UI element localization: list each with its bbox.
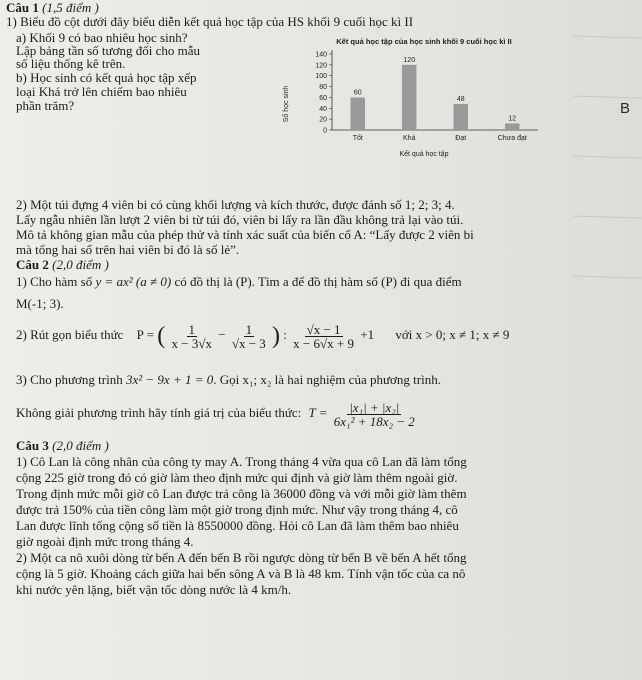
chart-bar	[454, 104, 468, 130]
q1-points: (1,5 điểm )	[42, 0, 99, 15]
chart-y-tick-label: 80	[319, 84, 327, 92]
q2-p2-f2-num: 1	[245, 321, 253, 337]
q1-a-line1: a) Khối 9 có bao nhiêu học sinh?	[16, 30, 188, 45]
q2-p1-function: y = ax² (a ≠ 0)	[95, 274, 172, 289]
q3-title: Câu 3	[16, 438, 49, 453]
q1-part2-line2: Lấy ngẫu nhiên lần lượt 2 viên bi từ túi đó, viên bi lấy ra lần đầu không trả lại vào túi.	[16, 212, 464, 227]
chart-data-label: 12	[508, 115, 517, 123]
q2-p1-text-a: 1) Cho hàm số	[16, 274, 93, 289]
q2-p2-f3-den: x − 6√x + 9	[293, 335, 354, 351]
q2-p2-colon: :	[283, 327, 287, 342]
q2-part3	[16, 372, 441, 387]
q2-p2-condition: với x > 0; x ≠ 1; x ≠ 9	[395, 327, 510, 342]
bar-chart	[276, 36, 546, 176]
chart-data-label: 120	[403, 56, 416, 64]
margin-note: B	[620, 100, 631, 117]
q1-b-line1: b) Học sinh có kết quả học tập xếp	[16, 70, 197, 85]
q1-part1-intro: 1) Biểu đồ cột dưới đây biểu diễn kết quả học tập của HS khối 9 cuối học kì II	[6, 14, 414, 29]
chart-bar	[505, 123, 519, 130]
chart-data-label: 60	[353, 89, 362, 97]
q3-line2: cộng 225 giờ trong đó có giờ làm theo định mức qui định và giờ làm thêm ngoài giờ.	[16, 470, 458, 485]
q2-p3-equation: 3x² − 9x + 1 = 0	[125, 372, 214, 387]
q2-p3-text-a: 3) Cho phương trình	[16, 372, 123, 387]
q2-title: Câu 2	[16, 257, 49, 272]
notebook-edge-lines	[572, 0, 642, 680]
q1-a-line2: Lập bảng tần số tương đối cho mẫu	[16, 43, 200, 58]
q2-p3-T: T =	[308, 405, 328, 420]
chart-y-tick-label: 60	[319, 94, 327, 102]
q2-p2-close-paren: )	[272, 323, 281, 350]
q3-line6: giờ ngoài định mức trong tháng 4.	[16, 534, 194, 549]
chart-bar	[351, 97, 365, 130]
q1-b-line3: phần trăm?	[16, 98, 75, 113]
chart-bar	[402, 65, 416, 130]
chart-x-tick-label: Khá	[403, 135, 416, 142]
q2-p2-fraction-1	[170, 323, 214, 350]
q3-points: (2,0 điểm )	[52, 438, 109, 453]
q3-line9: khi nước yên lặng, biết vận tốc dòng nước là 4 km/h.	[16, 582, 292, 597]
chart-data-label: 48	[456, 95, 465, 103]
q2-p2-open-paren: (	[157, 323, 166, 350]
q2-p2-f1-num: 1	[188, 321, 195, 337]
q3-line1: 1) Cô Lan là công nhân của công ty may A. Trong tháng 4 vừa qua cô Lan đã làm tổng	[16, 454, 467, 469]
q1-part2-line4: mà tổng hai số trên hai viên bi đó là số lẻ”.	[16, 242, 240, 257]
q2-points: (2,0 điểm )	[52, 257, 109, 272]
q2-heading	[16, 257, 109, 272]
q2-p2-P: P =	[136, 327, 155, 342]
q2-p3-text-c: Không giải phương trình hãy tính giá trị của biểu thức:	[16, 405, 302, 420]
q2-p2-f3-num: √x − 1	[306, 321, 341, 337]
q3-line8: cộng là 5 giờ. Khoảng cách giữa hai bến sông A và B là 48 km. Tính vận tốc của ca nô	[16, 566, 466, 581]
q1-b-line2: loại Khá trở lên chiếm bao nhiêu	[16, 84, 187, 99]
chart-x-tick-label: Tốt	[352, 135, 363, 142]
q3-line5: Lan được lĩnh tổng cộng số tiền là 8550000 đồng. Hỏi cô Lan đã làm thêm bao nhiêu	[16, 518, 459, 533]
q2-p3-T-num: |x₁| + |x₂|	[349, 399, 400, 415]
q3-heading	[16, 438, 109, 453]
q2-p2-f2-den: √x − 3	[231, 335, 266, 351]
chart-title: Kết quả học tập của học sinh khối 9 cuối học kì II	[336, 37, 512, 46]
q1-heading	[6, 0, 99, 15]
chart-y-tick-label: 0	[323, 127, 327, 135]
chart-ylabel: Số học sinh	[283, 85, 290, 123]
chart-axes	[315, 50, 538, 135]
q3-line3: Trong định mức mỗi giờ cô Lan được trả công là 36000 đồng và với mỗi giờ làm thêm	[16, 486, 467, 501]
q2-p3-expression-line	[16, 398, 418, 430]
q2-p2-fraction-3	[291, 323, 356, 350]
chart-x-tick-label: Đạt	[455, 135, 467, 142]
q2-p3-text-b: . Gọi x₁; x₂ là hai nghiệm của phương trình.	[213, 372, 441, 387]
chart-y-tick-label: 140	[315, 51, 327, 59]
chart-bars	[351, 57, 527, 142]
q2-p2-minus: −	[218, 327, 226, 342]
q2-p2-f1-den: x − 3√x	[171, 335, 212, 351]
q1-title: Câu 1	[6, 0, 39, 15]
q2-p1-text-b: có đồ thị là (P). Tìm a để đồ thị hàm số (P) đi qua điểm	[174, 274, 462, 289]
chart-xlabel: Kết quả học tập	[399, 151, 449, 158]
chart-y-tick-label: 40	[319, 105, 327, 113]
q2-p2-plus-one: +1	[360, 327, 375, 342]
q2-p3-T-den: 6x₁² + 18x₂ − 2	[333, 413, 415, 429]
chart-y-tick-label: 20	[319, 116, 327, 124]
q2-p2-fraction-2	[230, 323, 268, 350]
chart-x-tick-label: Chưa đạt	[497, 135, 527, 142]
q1-a-line3: số liệu thống kê trên.	[16, 56, 126, 71]
q2-p1-point: M(-1; 3).	[16, 296, 64, 311]
q1-part2-line1: 2) Một túi đựng 4 viên bi có cùng khối lượng và kích thước, được đánh số 1; 2; 3; 4.	[16, 197, 455, 212]
q1-part2-line3: Mô tả không gian mẫu của phép thử và tính xác suất của biến cố A: “Lấy được 2 viên bi	[16, 227, 474, 242]
q3-line7: 2) Một ca nô xuôi dòng từ bến A đến bến B rồi ngược dòng từ bến B về bến A hết tổng	[16, 550, 467, 565]
q2-p2-label: 2) Rút gọn biểu thức	[16, 327, 124, 342]
q2-p3-fraction	[332, 401, 417, 428]
q2-part1	[16, 274, 462, 289]
chart-y-tick-label: 100	[315, 73, 327, 81]
q3-line4: được trả 150% của tiền công làm một giờ trong định mức. Như vậy trong tháng 4, cô	[16, 502, 458, 517]
q2-part2	[16, 320, 509, 352]
chart-y-tick-label: 120	[315, 62, 327, 70]
